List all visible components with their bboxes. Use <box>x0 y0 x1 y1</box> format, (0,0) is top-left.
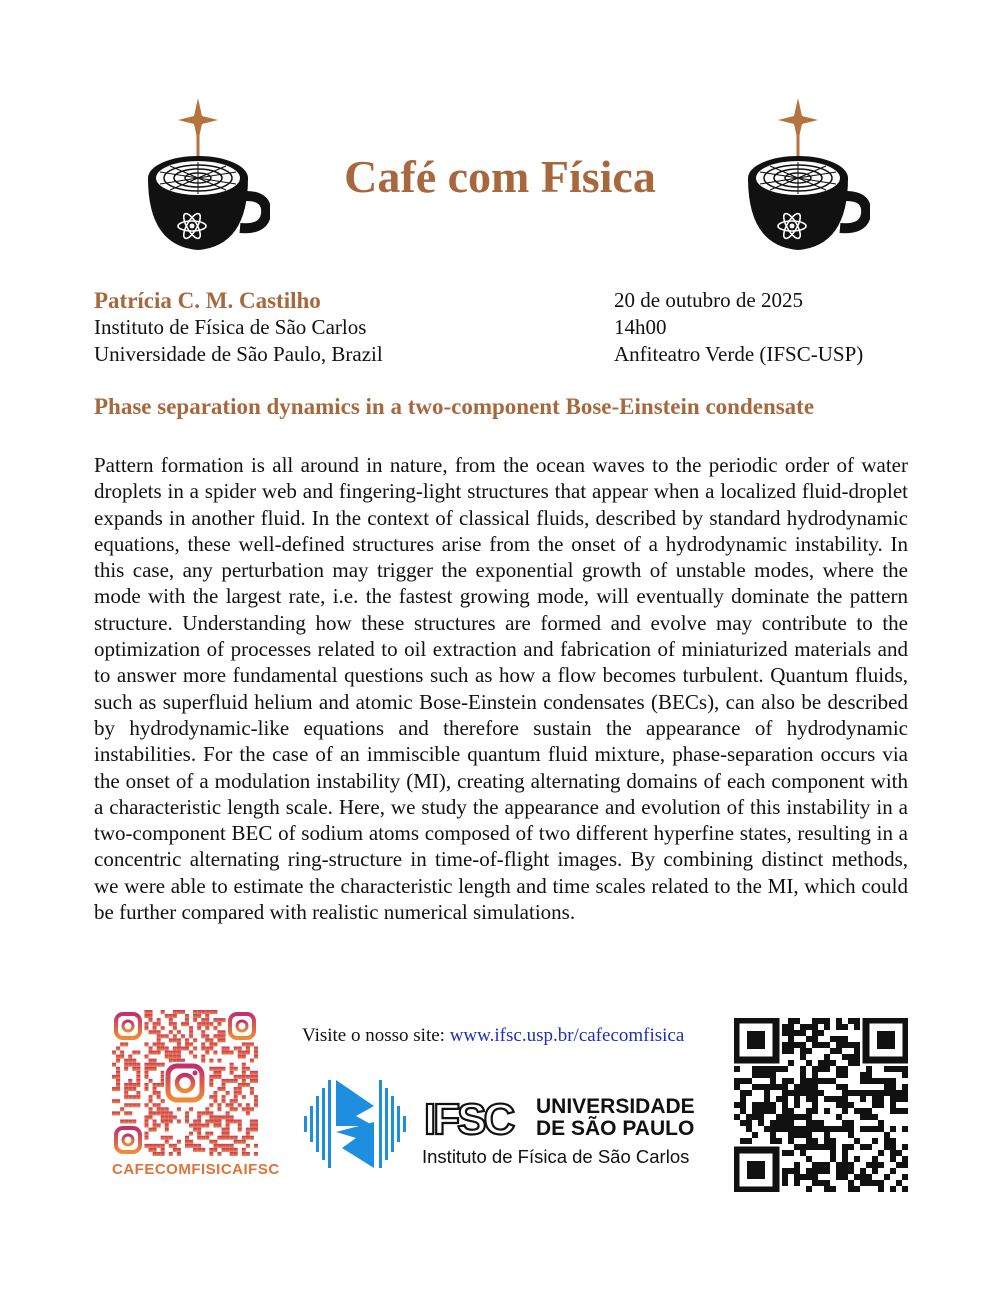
usp-name <box>536 1096 695 1140</box>
ifsc-logo-icon <box>302 1076 408 1172</box>
site-qr-code[interactable] <box>734 1018 908 1192</box>
speaker-block <box>94 287 383 368</box>
site-line <box>302 1025 684 1047</box>
talk-title: Phase separation dynamics in a two-component Bose-Einstein condensate <box>94 394 815 419</box>
site-link[interactable]: www.ifsc.usp.br/cafecomfisica <box>449 1025 685 1046</box>
speaker-name: Patrícia C. M. Castilho <box>94 288 321 313</box>
usp-line-2: DE SÃO PAULO <box>536 1117 695 1140</box>
event-venue: Anfiteatro Verde (IFSC-USP) <box>614 342 864 366</box>
talk-abstract: Pattern formation is all around in nature, from the ocean waves to the periodic order of water droplets in a spider web and fingering-light structures that appear when a localized fluid-droplet expands in another fluid. In the context of classical fluids, described by standard hydrodynamic equations, these well-defined structures arise from the onset of a hydrodynamic instability. In this case, any perturbation may trigger the exponential growth of unstable modes, where the mode with the largest rate, i.e. the fastest growing mode, will eventually dominate the pattern structure. Understanding how these structures are formed and evolve may contribute to the optimization of processes related to oil extraction and fabrication of miniaturized materials and to answer more fundamental questions such as how a flow becomes turbulent. Quantum fluids, such as superfluid helium and atomic Bose-Einstein condensates (BECs), can also be described by hydrodynamic-like equations and therefore sustain the appearance of hydrodynamic instabilities. For the case of an immiscible quantum fluid mixture, phase-separation occurs via the onset of a modulation instability (MI), creating alternating domains of each component with a characteristic length scale. Here, we study the appearance and evolution of this instability in a two-component BEC of sodium atoms composed of two different hyperfine states, resulting in a concentric alternating ring-structure in time-of-flight images. By combining distinct methods, we were able to estimate the characteristic length and time scales related to the MI, which could be further compared with realistic numerical simulations. <box>94 453 908 925</box>
instagram-qr-code[interactable] <box>112 1010 258 1156</box>
speaker-university: Universidade de São Paulo, Brazil <box>94 342 383 366</box>
event-time: 14h00 <box>614 315 667 339</box>
event-block <box>614 287 863 368</box>
site-label: Visite o nosso site: <box>302 1025 450 1046</box>
speaker-institute: Instituto de Física de São Carlos <box>94 315 367 339</box>
usp-institute: Instituto de Física de São Carlos <box>422 1146 690 1167</box>
usp-line-1: UNIVERSIDADE <box>536 1095 695 1118</box>
event-date: 20 de outubro de 2025 <box>614 288 803 312</box>
ifsc-wordmark <box>422 1096 526 1140</box>
instagram-handle[interactable]: CAFECOMFISICAIFSC <box>112 1161 280 1178</box>
ifsc-wordmark-text: IFSC <box>424 1096 513 1140</box>
page-title: Café com Física <box>344 151 656 202</box>
